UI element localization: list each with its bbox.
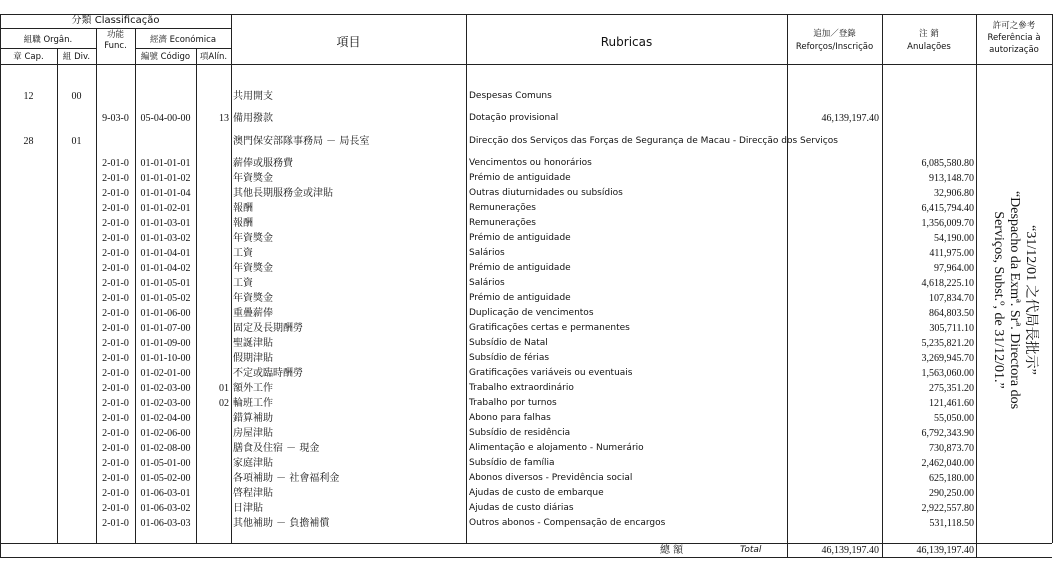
cell-item-zh: 其他補助 － 負擔補償 [233, 518, 330, 529]
cell-rubrica: Subsídio de férias [469, 353, 550, 363]
header-item-zh: 項目 [336, 35, 361, 49]
cell-func: 2-01-0 [102, 308, 129, 319]
total-reforcos: 46,139,197.40 [821, 545, 879, 556]
cell-alin: 02 [219, 398, 229, 409]
header-classification: 分類 Classificação [71, 15, 160, 26]
cell-code: 01-05-02-00 [140, 473, 191, 484]
header-codigo: 編號 Código [140, 52, 191, 62]
cell-func: 2-01-0 [102, 293, 129, 304]
cell-item-zh: 薪俸或服務費 [233, 158, 293, 169]
cell-func: 2-01-0 [102, 428, 129, 439]
cell-func: 2-01-0 [102, 383, 129, 394]
header-anulacoes: 注 銷 Anulações [907, 29, 951, 52]
cell-item-zh: 年資獎金 [233, 173, 273, 184]
cell-rubrica: Trabalho extraordinário [469, 383, 574, 393]
cell-anulacoes: 97,964.00 [934, 263, 974, 274]
cell-item-zh: 工資 [233, 248, 253, 259]
header-referencia: 許可之參考 Referência à autorização [987, 21, 1041, 55]
cell-func: 2-01-0 [102, 353, 129, 364]
cell-func: 2-01-0 [102, 458, 129, 469]
cell-code: 01-01-03-01 [140, 218, 191, 229]
cell-code: 01-05-01-00 [140, 458, 191, 469]
cell-item-zh: 額外工作 [233, 383, 273, 394]
cell-item-zh: 家庭津貼 [233, 458, 273, 469]
cell-anulacoes: 4,618,225.10 [921, 278, 974, 289]
cell-func: 2-01-0 [102, 218, 129, 229]
cell-code: 01-01-01-04 [140, 188, 191, 199]
cell-rubrica: Despesas Comuns [469, 91, 552, 101]
cell-func: 2-01-0 [102, 518, 129, 529]
cell-anulacoes: 625,180.00 [929, 473, 974, 484]
classification-divider [0, 28, 231, 29]
cell-rubrica: Remunerações [469, 203, 536, 213]
table-bottom-border [0, 557, 1052, 558]
cell-rubrica: Direcção dos Serviços das Forças de Segurança de Macau - Direcção dos Serviços [469, 136, 838, 146]
cell-anulacoes: 5,235,821.20 [921, 338, 974, 349]
cell-func: 2-01-0 [102, 503, 129, 514]
cell-item-zh: 年資獎金 [233, 263, 273, 274]
col-line-pt [466, 14, 467, 543]
cell-anulacoes: 913,148.70 [929, 173, 974, 184]
cell-anulacoes: 2,462,040.00 [921, 458, 974, 469]
cell-func: 2-01-0 [102, 158, 129, 169]
cell-rubrica: Remunerações [469, 218, 536, 228]
cell-anulacoes: 6,085,580.80 [921, 158, 974, 169]
cell-anulacoes: 275,351.20 [929, 383, 974, 394]
cell-code: 01-01-05-01 [140, 278, 191, 289]
cell-item-zh: 工資 [233, 278, 253, 289]
cell-func: 2-01-0 [102, 413, 129, 424]
cell-rubrica: Abonos diversos - Previdência social [469, 473, 633, 483]
cell-cap: 12 [23, 91, 34, 102]
cell-func: 2-01-0 [102, 488, 129, 499]
cell-reforcos: 46,139,197.40 [821, 113, 879, 124]
cell-code: 01-01-04-02 [140, 263, 191, 274]
cell-item-zh: 聖誕津貼 [233, 338, 273, 349]
cell-item-zh: 重疊薪俸 [233, 308, 273, 319]
cell-anulacoes: 6,415,794.40 [921, 203, 974, 214]
total-row-top-border [0, 543, 1052, 544]
cell-func: 2-01-0 [102, 248, 129, 259]
cell-item-zh: 不定或臨時酬勞 [233, 368, 303, 379]
cell-code: 01-06-03-01 [140, 488, 191, 499]
econ-divider [135, 48, 231, 49]
cell-alin: 01 [219, 383, 229, 394]
col-line-auth [976, 14, 977, 557]
cell-anulacoes: 32,906.80 [934, 188, 974, 199]
cell-anulacoes: 290,250.00 [929, 488, 974, 499]
cell-rubrica: Abono para falhas [469, 413, 551, 423]
cell-item-zh: 年資獎金 [233, 293, 273, 304]
cell-anulacoes: 305,711.10 [929, 323, 974, 334]
cell-rubrica: Alimentação e alojamento - Numerário [469, 443, 644, 453]
organ-divider [0, 48, 96, 49]
cell-code: 01-01-01-01 [140, 158, 191, 169]
cell-item-zh: 備用撥款 [233, 113, 273, 124]
cell-div: 01 [71, 136, 82, 147]
cell-alin: 13 [219, 113, 229, 124]
total-label-pt: Total [740, 545, 762, 555]
cell-rubrica: Outros abonos - Compensação de encargos [469, 518, 666, 528]
cell-rubrica: Prémio de antiguidade [469, 173, 571, 183]
header-div: 組 Div. [62, 52, 91, 62]
cell-code: 01-01-05-02 [140, 293, 191, 304]
cell-func: 2-01-0 [102, 263, 129, 274]
col-line-end [1052, 14, 1053, 543]
header-cap: 章 Cap. [13, 52, 44, 62]
cell-item-zh: 假期津貼 [233, 353, 273, 364]
cell-anulacoes: 1,356,009.70 [921, 218, 974, 229]
cell-func: 2-01-0 [102, 188, 129, 199]
cell-code: 01-02-06-00 [140, 428, 191, 439]
cell-rubrica: Subsídio de família [469, 458, 555, 468]
cell-code: 01-06-03-03 [140, 518, 191, 529]
cell-cap: 28 [23, 136, 34, 147]
cell-item-zh: 報酬 [233, 218, 253, 229]
cell-anulacoes: 730,873.70 [929, 443, 974, 454]
cell-code: 01-02-04-00 [140, 413, 191, 424]
cell-div: 00 [71, 91, 82, 102]
cell-rubrica: Ajudas de custo de embarque [469, 488, 604, 498]
cell-func: 2-01-0 [102, 443, 129, 454]
cell-code: 01-01-10-00 [140, 353, 191, 364]
cell-rubrica: Subsídio de residência [469, 428, 571, 438]
cell-item-zh: 房屋津貼 [233, 428, 273, 439]
cell-rubrica: Duplicação de vencimentos [469, 308, 594, 318]
authorization-text: “31/12/01 之代局長批示” “Despacho da Exmª. Srª. Directora dos Serviços, Subst.º, de 31/12/01.” [991, 190, 1038, 410]
cell-anulacoes: 3,269,945.70 [921, 353, 974, 364]
header-rubricas: Rubricas [600, 35, 653, 49]
cell-item-zh: 日津貼 [233, 503, 263, 514]
cell-rubrica: Outras diuturnidades ou subsídios [469, 188, 623, 198]
cell-rubrica: Gratificações variáveis ou eventuais [469, 368, 633, 378]
cell-rubrica: Trabalho por turnos [469, 398, 557, 408]
total-label-zh: 總 額 [660, 545, 684, 556]
cell-rubrica: Salários [469, 248, 505, 258]
cell-code: 01-01-07-00 [140, 323, 191, 334]
cell-func: 2-01-0 [102, 233, 129, 244]
cell-item-zh: 其他長期服務金或津貼 [233, 188, 333, 199]
cell-func: 2-01-0 [102, 203, 129, 214]
cell-code: 01-01-03-02 [140, 233, 191, 244]
cell-item-zh: 錯算補助 [233, 413, 273, 424]
cell-rubrica: Prémio de antiguidade [469, 233, 571, 243]
cell-anulacoes: 6,792,343.90 [921, 428, 974, 439]
cell-rubrica: Dotação provisional [469, 113, 559, 123]
header-reforcos: 追加／登錄 Reforços/Inscrição [795, 29, 874, 52]
cell-code: 05-04-00-00 [140, 113, 191, 124]
cell-func: 2-01-0 [102, 398, 129, 409]
cell-code: 01-01-04-01 [140, 248, 191, 259]
cell-item-zh: 膳食及住宿 － 現金 [233, 443, 320, 454]
cell-anulacoes: 54,190.00 [934, 233, 974, 244]
header-organ: 組職 Orgân. [23, 35, 73, 45]
cell-item-zh: 啓程津貼 [233, 488, 273, 499]
cell-anulacoes: 107,834.70 [929, 293, 974, 304]
cell-rubrica: Salários [469, 278, 505, 288]
cell-code: 01-02-08-00 [140, 443, 191, 454]
cell-anulacoes: 1,563,060.00 [921, 368, 974, 379]
cell-anulacoes: 411,975.00 [929, 248, 974, 259]
cell-func: 2-01-0 [102, 278, 129, 289]
cell-code: 01-02-03-00 [140, 398, 191, 409]
col-line-ref [787, 14, 788, 557]
cell-rubrica: Ajudas de custo diárias [469, 503, 574, 513]
cell-rubrica: Prémio de antiguidade [469, 263, 571, 273]
cell-rubrica: Vencimentos ou honorários [469, 158, 592, 168]
header-func: 功能 Func. [104, 30, 127, 51]
cell-func: 2-01-0 [102, 323, 129, 334]
cell-item-zh: 報酬 [233, 203, 253, 214]
cell-code: 01-01-06-00 [140, 308, 191, 319]
cell-anulacoes: 55,050.00 [934, 413, 974, 424]
authorization-note [990, 170, 1038, 430]
cell-code: 01-02-01-00 [140, 368, 191, 379]
cell-code: 01-01-01-02 [140, 173, 191, 184]
cell-func: 2-01-0 [102, 173, 129, 184]
header-econ: 經濟 Económica [149, 35, 217, 45]
cell-anulacoes: 531,118.50 [929, 518, 974, 529]
cell-code: 01-02-03-00 [140, 383, 191, 394]
cell-item-zh: 共用開支 [233, 91, 273, 102]
header-bottom-border [0, 64, 1052, 65]
cell-anulacoes: 864,803.50 [929, 308, 974, 319]
col-line-div [57, 48, 58, 543]
cell-item-zh: 輪班工作 [233, 398, 273, 409]
cell-anulacoes: 2,922,557.80 [921, 503, 974, 514]
col-line-zh [231, 14, 232, 543]
cell-func: 2-01-0 [102, 473, 129, 484]
cell-item-zh: 年資獎金 [233, 233, 273, 244]
cell-func: 9-03-0 [102, 113, 129, 124]
cell-code: 01-01-02-01 [140, 203, 191, 214]
cell-item-zh: 澳門保安部隊事務局 － 局長室 [233, 136, 370, 147]
cell-code: 01-06-03-02 [140, 503, 191, 514]
cell-item-zh: 固定及長期酬勞 [233, 323, 303, 334]
cell-func: 2-01-0 [102, 368, 129, 379]
cell-rubrica: Subsídio de Natal [469, 338, 548, 348]
cell-rubrica: Prémio de antiguidade [469, 293, 571, 303]
cell-code: 01-01-09-00 [140, 338, 191, 349]
total-anulacoes: 46,139,197.40 [916, 545, 974, 556]
header-alin: 項Alín. [199, 52, 228, 62]
cell-anulacoes: 121,461.60 [929, 398, 974, 409]
cell-func: 2-01-0 [102, 338, 129, 349]
cell-rubrica: Gratificações certas e permanentes [469, 323, 630, 333]
cell-item-zh: 各項補助 － 社會福利金 [233, 473, 340, 484]
